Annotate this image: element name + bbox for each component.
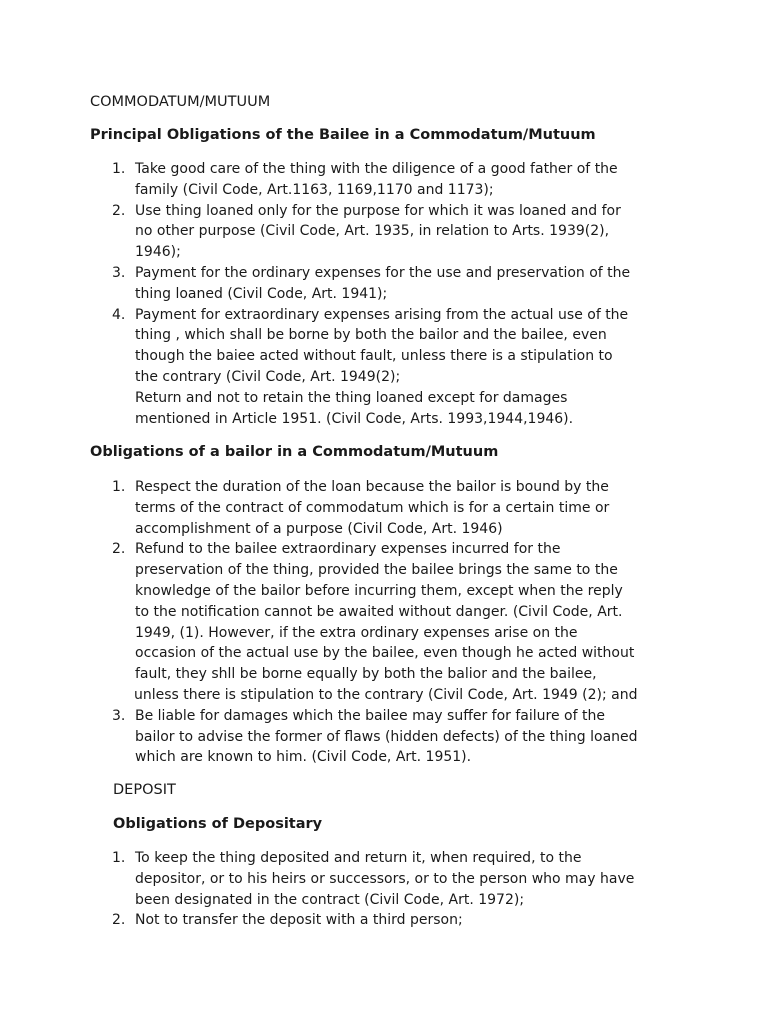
list-item-number: 1. — [112, 479, 126, 495]
list-item — [90, 848, 680, 910]
list-item-number: 3. — [112, 264, 126, 281]
list-item-number: 2. — [112, 912, 126, 929]
bailee-obligations-list — [90, 159, 680, 429]
list-item-number: 2. — [112, 202, 126, 219]
list-item-line: preservation of the thing, provided the bailee brings the same to the — [135, 562, 618, 579]
list-item-line: Respect the duration of the loan because the bailor is bound by the — [135, 479, 609, 495]
list-item-line: to the notification cannot be awaited without danger. (Civil Code, Art. — [135, 603, 623, 620]
list-item-line: no other purpose (Civil Code, Art. 1935, in relation to Arts. 1939(2), — [135, 223, 610, 240]
list-item-line: which are known to him. (Civil Code, Art. 1951). — [135, 749, 472, 766]
list-item-number: 1. — [112, 850, 126, 866]
list-item — [90, 706, 680, 768]
list-item-line: knowledge of the bailor before incurring them, except when the reply — [135, 582, 623, 599]
list-item-number: 1. — [112, 161, 126, 177]
list-item-line: Return and not to retain the thing loaned except for damages — [135, 389, 568, 406]
list-item-number: 4. — [112, 306, 126, 323]
list-item-line: Be liable for damages which the bailee may suffer for failure of the — [135, 707, 605, 724]
list-item-line: Payment for extraordinary expenses arising from the actual use of the — [135, 306, 629, 323]
list-item-line: 1946); — [135, 244, 181, 261]
list-item-line: the contrary (Civil Code, Art. 1949(2); — [135, 368, 401, 385]
list-item-line: Not to transfer the deposit with a third person; — [135, 912, 463, 929]
list-item-line: Payment for the ordinary expenses for the use and preservation of the — [135, 264, 631, 281]
list-item-line: Take good care of the thing with the diligence of a good father of the — [135, 161, 618, 177]
list-item-line: thing , which shall be borne by both the bailor and the bailee, even — [135, 327, 607, 344]
list-item-line: fault, they shll be borne equally by both the balior and the bailee, — [135, 666, 597, 683]
bailor-section-heading: Obligations of a bailor in a Commodatum/Mutuum — [90, 444, 499, 460]
document-title: COMMODATUM/MUTUUM — [90, 94, 271, 110]
list-item-line: depositor, or to his heirs or successors, or to the person who may have — [135, 870, 635, 887]
depositary-obligations-list — [90, 848, 680, 931]
list-item — [90, 201, 680, 263]
list-item — [90, 910, 680, 931]
list-item-line: To keep the thing deposited and return it, when required, to the — [135, 850, 582, 866]
list-item — [90, 263, 680, 305]
list-item-number: 2. — [112, 541, 126, 558]
list-item — [90, 159, 680, 201]
list-item-line: unless there is stipulation to the contrary (Civil Code, Art. 1949 (2); and — [134, 686, 638, 703]
bailor-obligations-list — [90, 477, 680, 768]
list-item — [90, 305, 680, 430]
list-item-line: family (Civil Code, Art.1163, 1169,1170 and 1173); — [135, 181, 494, 198]
list-item-number: 3. — [112, 707, 126, 724]
list-item-line: accomplishment of a purpose (Civil Code, Art. 1946) — [135, 520, 503, 537]
list-item-line: occasion of the actual use by the bailee, even though he acted without — [135, 645, 635, 662]
list-item-line: 1949, (1). However, if the extra ordinary expenses arise on the — [135, 624, 578, 641]
list-item — [90, 477, 680, 539]
list-item-line: bailor to advise the former of flaws (hidden defects) of the thing loaned — [135, 728, 638, 745]
list-item-line: terms of the contract of commodatum which is for a certain time or — [135, 499, 610, 516]
list-item-line: Refund to the bailee extraordinary expenses incurred for the — [135, 541, 561, 558]
list-item-line: Use thing loaned only for the purpose for which it was loaned and for — [135, 202, 621, 219]
list-item-line: been designated in the contract (Civil Code, Art. 1972); — [135, 891, 525, 908]
list-item-line: mentioned in Article 1951. (Civil Code, Arts. 1993,1944,1946). — [135, 410, 574, 427]
list-item-line: thing loaned (Civil Code, Art. 1941); — [135, 285, 388, 302]
bailee-section-heading: Principal Obligations of the Bailee in a Commodatum/Mutuum — [90, 127, 596, 143]
list-item — [90, 539, 680, 705]
depositary-section-heading: Obligations of Depositary — [113, 816, 323, 832]
deposit-title: DEPOSIT — [113, 782, 176, 798]
list-item-line: though the baiee acted without fault, unless there is a stipulation to — [135, 348, 613, 365]
